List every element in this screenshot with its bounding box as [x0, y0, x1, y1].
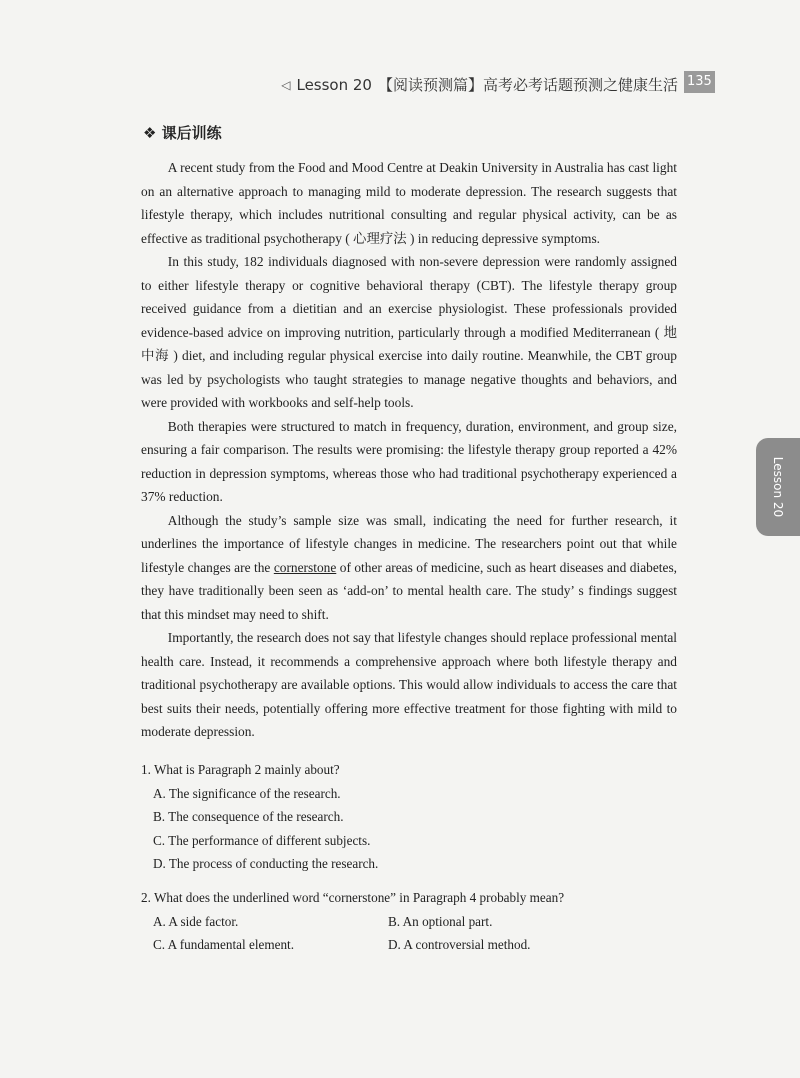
paragraph-1: A recent study from the Food and Mood Centre at Deakin University in Australia has cast light on an alternative approach to managing mild to moderate depression. The research suggests that lifestyle therapy, which includes nutritional consulting and regular physical activity, can be as effective as traditional psychotherapy ( 心理疗法 ) in reducing depressive symptoms. [141, 160, 677, 246]
option-d: D. A controversial method. [388, 937, 531, 953]
option-c: C. A fundamental element. [153, 937, 294, 953]
paragraph-4-part-b: of other areas of medicine, such as heart diseases and diabetes, they have traditionally been seen as ‘add-on’ to mental health care. The study’ s findings suggest that this mindset may need to shift. [141, 559, 677, 622]
paragraph-4-part-a: Although the study’s sample size was small, indicating the need for further research, it underlines the importance of lifestyle changes in medicine. The researchers point out that while lifestyle changes are the [141, 512, 677, 575]
paragraph-3: Both therapies were structured to match in frequency, duration, environment, and group size, ensuring a fair comparison. The results were promising: the lifestyle therapy group reported a 42% reduction in depression symptoms, whereas those who had traditional psychotherapy experienced a 37% reduction. [141, 418, 677, 504]
side-tab-label: Lesson 20 [771, 456, 785, 518]
header-title: 【阅读预测篇】高考必考话题预测之健康生活 [377, 76, 678, 94]
side-tab [756, 438, 800, 536]
paragraph-4 [141, 509, 677, 627]
page-header [281, 74, 712, 95]
option-a: A. The significance of the research. [153, 785, 341, 801]
question-2 [141, 886, 681, 957]
question-stem: 2. What does the underlined word “cornerstone” in Paragraph 4 probably mean? [141, 889, 565, 905]
section-title: ❖ 课后训练 [143, 124, 222, 142]
option-a: A. A side factor. [153, 913, 239, 929]
questions [141, 758, 681, 967]
lesson-label: Lesson 20 [296, 75, 372, 94]
paragraph-2: In this study, 182 individuals diagnosed with non-severe depression were randomly assigned to either lifestyle therapy or cognitive behavioral therapy (CBT). The lifestyle therapy group received guidance from a dietitian and an exercise physiologist. These professionals provided evidence-based advice on improving nutrition, particularly through a modified Mediterranean ( 地中海 ) diet, and including regular physical exercise into daily routine. Meanwhile, the CBT group was led by psychologists who taught strategies to manage negative thoughts and behaviors, and were provided with workbooks and self-help tools. [141, 254, 677, 410]
option-c: C. The performance of different subjects. [153, 832, 371, 848]
option-b: B. The consequence of the research. [153, 809, 344, 825]
article [141, 156, 677, 744]
page-number: 135 [684, 71, 715, 93]
question-stem: 1. What is Paragraph 2 mainly about? [141, 762, 340, 777]
option-b: B. An optional part. [388, 913, 493, 929]
option-d: D. The process of conducting the research. [153, 856, 379, 872]
triangle-left-icon: ◁ [281, 77, 291, 92]
underlined-word: cornerstone [273, 559, 337, 575]
question-1 [141, 758, 681, 876]
paragraph-5: Importantly, the research does not say that lifestyle changes should replace professional mental health care. Instead, it recommends a comprehensive approach where both lifestyle therapy and traditional psychotherapy are available options. This would allow individuals to access the care that best suits their needs, potentially offering more effective treatment for those fighting with mild to moderate depression. [141, 630, 677, 739]
